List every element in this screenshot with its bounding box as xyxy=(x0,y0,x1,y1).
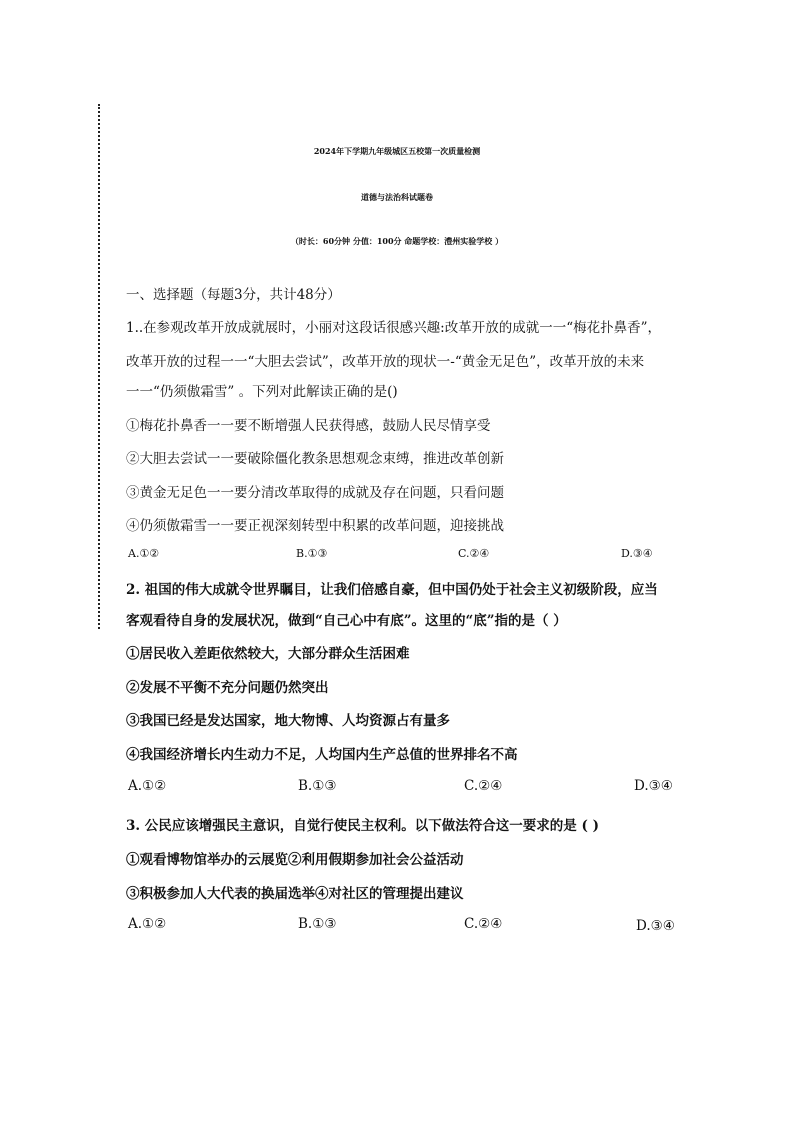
q3-item-2: ③积极参加人大代表的换届选举④对社区的管理提出建议 xyxy=(126,886,464,902)
exam-title: 2024年下学期九年级城区五校第一次质量检测 xyxy=(313,146,481,156)
q1-option-c: C.②④ xyxy=(458,547,490,560)
q2-stem-line-2: 客观看待自身的发展状况，做到“自己心中有底”。这里的“底”指的是（ ） xyxy=(126,613,567,629)
q3-option-d: D.③④ xyxy=(636,918,675,934)
q3-stem-line-1: 3. 公民应该增强民主意识，自觉行使民主权利。以下做法符合这一要求的是 ( ) xyxy=(126,818,599,834)
q2-option-a: A.①② xyxy=(128,778,167,794)
q1-stem-line-3: 一一“仍须傲霜雪” 。下列对此解读正确的是() xyxy=(126,384,398,400)
exam-info: （时长：60分钟 分值：100分 命题学校：澧州实验学校 ） xyxy=(290,236,504,246)
q1-option-a: A.①② xyxy=(128,547,160,560)
section-heading: 一、选择题（每题3分，共计48分） xyxy=(126,287,341,303)
q1-item-1: ①梅花扑鼻香一一要不断增强人民获得感，鼓励人民尽情享受 xyxy=(126,418,491,434)
q1-stem-line-1: 1..在参观改革开放成就展时，小丽对这段话很感兴趣:改革开放的成就一一“梅花扑鼻香”， xyxy=(126,320,662,336)
q1-stem-line-2: 改革开放的过程一一“大胆去尝试”，改革开放的现状一-“黄金无足色”，改革开放的未来 xyxy=(126,354,645,370)
q2-stem-line-1: 2. 祖国的伟大成就令世界瞩目，让我们倍感自豪，但中国仍处于社会主义初级阶段，应当 xyxy=(126,582,658,598)
q2-item-2: ②发展不平衡不充分问题仍然突出 xyxy=(126,680,329,696)
subject-title: 道德与法治科试题卷 xyxy=(361,192,433,202)
q2-option-d: D.③④ xyxy=(634,778,673,794)
q1-item-2: ②大胆去尝试一一要破除僵化教条思想观念束缚，推进改革创新 xyxy=(126,451,504,467)
q1-item-4: ④仍须傲霜雪一一要正视深刻转型中积累的改革问题，迎接挑战 xyxy=(126,518,504,534)
q3-option-c: C.②④ xyxy=(464,916,503,932)
q3-option-a: A.①② xyxy=(128,916,167,932)
q2-option-c: C.②④ xyxy=(464,778,503,794)
q1-item-3: ③黄金无足色一一要分清改革取得的成就及存在问题，只看问题 xyxy=(126,485,504,501)
q1-option-d: D.③④ xyxy=(621,547,653,560)
q3-option-b: B.①③ xyxy=(298,916,337,932)
q2-option-b: B.①③ xyxy=(298,778,337,794)
q3-item-1: ①观看博物馆举办的云展览②利用假期参加社会公益活动 xyxy=(126,852,464,868)
q1-option-b: B.①③ xyxy=(296,547,328,560)
q2-item-1: ①居民收入差距依然较大，大部分群众生活困难 xyxy=(126,646,410,662)
q2-item-3: ③我国已经是发达国家，地大物博、人均资源占有量多 xyxy=(126,713,450,729)
q2-item-4: ④我国经济增长内生动力不足，人均国内生产总值的世界排名不高 xyxy=(126,747,518,763)
binding-line xyxy=(98,104,100,629)
